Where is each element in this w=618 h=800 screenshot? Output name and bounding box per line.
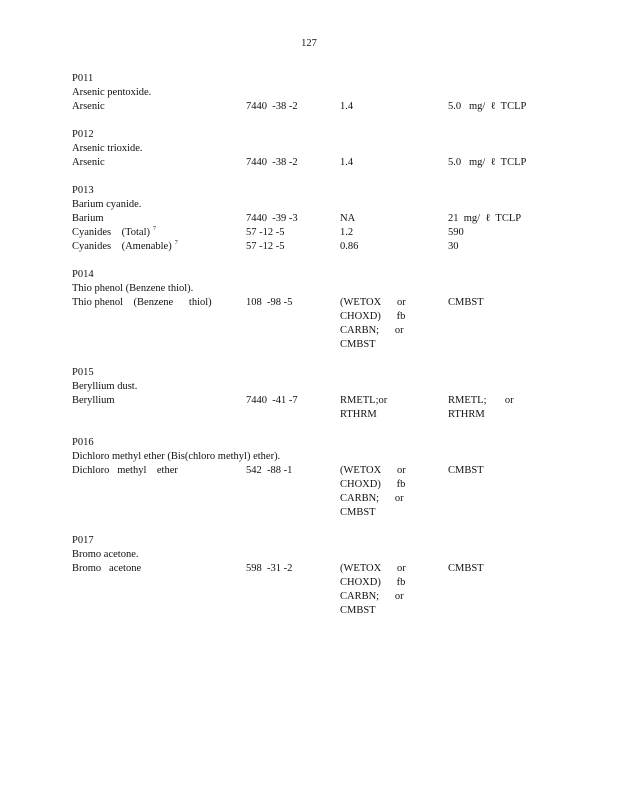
waste-entry [72,268,572,352]
cas-number: 7440 -38 -2 [246,157,298,168]
cas-number: 57 -12 -5 [246,227,285,238]
waste-code: P012 [72,129,94,140]
constituent-row [72,562,572,618]
waste-name: Bromo acetone. [72,549,139,560]
cas-number: 7440 -41 -7 [246,395,298,406]
nonwastewater-standard [448,100,568,114]
nonwastewater-standard [448,394,568,422]
standard-line: CMBST [448,297,484,308]
constituent-row [72,212,572,226]
standard-line: (WETOX or [340,465,406,476]
wastewater-standard [340,100,448,114]
cas-number: 542 -88 -1 [246,465,293,476]
standard-line: 0.86 [340,241,359,252]
standard-line: (WETOX or [340,297,406,308]
constituent-row [72,156,572,170]
nonwastewater-standard [448,240,568,254]
constituent-name: Thio phenol (Benzene thiol) [72,297,212,308]
standard-line: NA [340,213,356,224]
waste-name: Beryllium dust. [72,381,138,392]
waste-entry [72,534,572,618]
standard-line: CARBN; or [340,325,404,336]
wastewater-standard [340,394,448,422]
constituent-row [72,240,572,254]
waste-name: Thio phenol (Benzene thiol). [72,283,194,294]
waste-code: P011 [72,73,94,84]
standard-line: CARBN; or [340,493,404,504]
waste-name: Barium cyanide. [72,199,142,210]
standard-line: 5.0 mg/ ℓ TCLP [448,101,527,112]
standard-line: 5.0 mg/ ℓ TCLP [448,157,527,168]
nonwastewater-standard [448,212,568,226]
cas-number: 598 -31 -2 [246,563,293,574]
waste-entry [72,436,572,520]
nonwastewater-standard [448,156,568,170]
cas-number: 7440 -38 -2 [246,101,298,112]
nonwastewater-standard [448,296,568,352]
cas-number: 57 -12 -5 [246,241,285,252]
waste-code: P015 [72,367,94,378]
nonwastewater-standard [448,226,568,240]
nonwastewater-standard [448,464,568,520]
waste-code-table [72,72,572,632]
standard-line: 1.2 [340,227,354,238]
wastewater-standard [340,562,448,618]
constituent-row [72,464,572,520]
standard-line: CHOXD) fb [340,479,406,490]
waste-entry [72,184,572,254]
nonwastewater-standard [448,562,568,618]
waste-code: P013 [72,185,94,196]
wastewater-standard [340,296,448,352]
standard-line: RMETL; or [448,395,514,406]
standard-line: CARBN; or [340,591,404,602]
constituent-row [72,296,572,352]
constituent-name: Dichloro methyl ether [72,465,178,476]
waste-code: P014 [72,269,94,280]
wastewater-standard [340,240,448,254]
standard-line: CHOXD) fb [340,311,406,322]
footnote-marker: 7 [153,226,156,232]
waste-code: P017 [72,535,94,546]
constituent-name: Cyanides (Total) $^7$ [72,226,156,238]
standard-line: RMETL;or [340,395,388,406]
page-number: 127 [301,38,317,49]
constituent-row [72,394,572,422]
standard-line: 1.4 [340,157,354,168]
constituent-name: Cyanides (Amenable) $^7$ [72,240,178,252]
constituent-name: Beryllium [72,395,115,406]
cas-number: 108 -98 -5 [246,297,293,308]
constituent-row [72,100,572,114]
waste-code: P016 [72,437,94,448]
waste-entry [72,366,572,422]
standard-line: RTHRM [448,409,485,420]
standard-line: 30 [448,241,459,252]
standard-line: CMBST [340,605,376,616]
standard-line: RTHRM [340,409,377,420]
standard-line: CMBST [448,563,484,574]
wastewater-standard [340,226,448,240]
constituent-name: Arsenic [72,101,105,112]
constituent-name: Barium [72,213,104,224]
waste-name: Arsenic pentoxide. [72,87,152,98]
standard-line: CMBST [340,507,376,518]
waste-name: Arsenic trioxide. [72,143,143,154]
waste-entry [72,128,572,170]
constituent-name: Arsenic [72,157,105,168]
cas-number: 7440 -39 -3 [246,213,298,224]
standard-line: 1.4 [340,101,354,112]
standard-line: CHOXD) fb [340,577,406,588]
wastewater-standard [340,212,448,226]
wastewater-standard [340,464,448,520]
standard-line: CMBST [340,339,376,350]
standard-line: 21 mg/ ℓ TCLP [448,213,522,224]
wastewater-standard [340,156,448,170]
standard-line: CMBST [448,465,484,476]
constituent-row [72,226,572,240]
waste-name: Dichloro methyl ether (Bis(chloro methyl) ether). [72,451,281,462]
waste-entry [72,72,572,114]
constituent-name: Bromo acetone [72,563,142,574]
footnote-marker: 7 [174,240,178,246]
standard-line: 590 [448,227,464,238]
standard-line: (WETOX or [340,563,406,574]
